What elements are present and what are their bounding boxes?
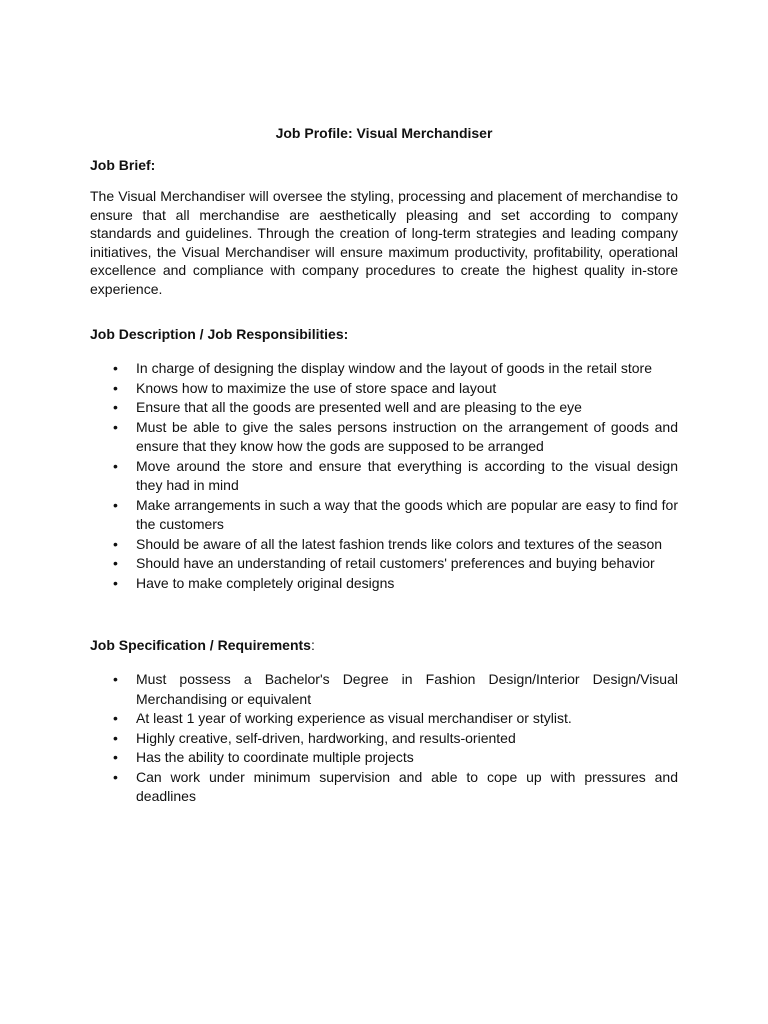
bullet-icon: • xyxy=(113,379,118,396)
list-item: • In charge of designing the display window and the layout of goods in the retail store xyxy=(90,359,678,379)
bullet-icon: • xyxy=(113,749,118,765)
list-item: • At least 1 year of working experience as visual merchandiser or stylist. xyxy=(90,709,678,729)
list-item: • Must be able to give the sales persons instruction on the arrangement of goods and ensure that they know how the gods are supposed to be arranged xyxy=(113,418,678,454)
bullet-icon: • xyxy=(113,360,118,376)
job-brief-heading: Job Brief: xyxy=(90,157,156,173)
bullet-icon: • xyxy=(113,768,118,785)
requirements-heading: Job Specification / Requirements: xyxy=(90,637,315,653)
bullet-icon: • xyxy=(113,496,118,513)
bullet-icon: • xyxy=(113,555,118,571)
bullet-icon: • xyxy=(113,671,118,687)
bullet-icon: • xyxy=(113,729,118,746)
list-item: • Can work under minimum supervision and able to cope up with pressures and deadlines xyxy=(113,768,678,804)
list-item: • Should have an understanding of retail customers' preferences and buying behavior xyxy=(90,554,678,574)
bullet-icon: • xyxy=(113,418,118,435)
document-title: Job Profile: Visual Merchandiser xyxy=(275,125,493,141)
bullet-icon: • xyxy=(113,457,118,474)
responsibilities-list xyxy=(90,359,678,593)
list-item: • Should be aware of all the latest fashion trends like colors and textures of the season xyxy=(90,535,678,555)
bullet-icon: • xyxy=(113,574,118,591)
requirements-list xyxy=(90,670,678,807)
list-item: • Ensure that all the goods are presented well and are pleasing to the eye xyxy=(90,398,678,418)
bullet-icon: • xyxy=(113,399,118,415)
bullet-icon: • xyxy=(113,710,118,726)
list-item: • Move around the store and ensure that everything is according to the visual design they had in mind xyxy=(113,457,678,493)
list-item: • Knows how to maximize the use of store space and layout xyxy=(90,379,678,399)
list-item: • Make arrangements in such a way that the goods which are popular are easy to find for the customers xyxy=(113,496,678,532)
list-item: • Highly creative, self-driven, hardworking, and results-oriented xyxy=(90,729,678,749)
list-item: • Has the ability to coordinate multiple projects xyxy=(90,748,678,768)
list-item: • Have to make completely original designs xyxy=(90,574,678,594)
list-item: • Must possess a Bachelor's Degree in Fashion Design/Interior Design/Visual Merchandising or equivalent xyxy=(113,671,678,707)
responsibilities-heading: Job Description / Job Responsibilities: xyxy=(90,326,349,342)
bullet-icon: • xyxy=(113,535,118,552)
job-brief-paragraph: The Visual Merchandiser will oversee the styling, processing and placement of merchandise to ensure that all merchandise are aesthetically pleasing and set according to company standards and guidelines. Through the creation of long-term strategies and leading company initiatives, the Visual Merchandiser will ensure maximum productivity, profitability, operational excellence and compliance with company procedures to create the highest quality in-store experience. xyxy=(90,188,678,297)
